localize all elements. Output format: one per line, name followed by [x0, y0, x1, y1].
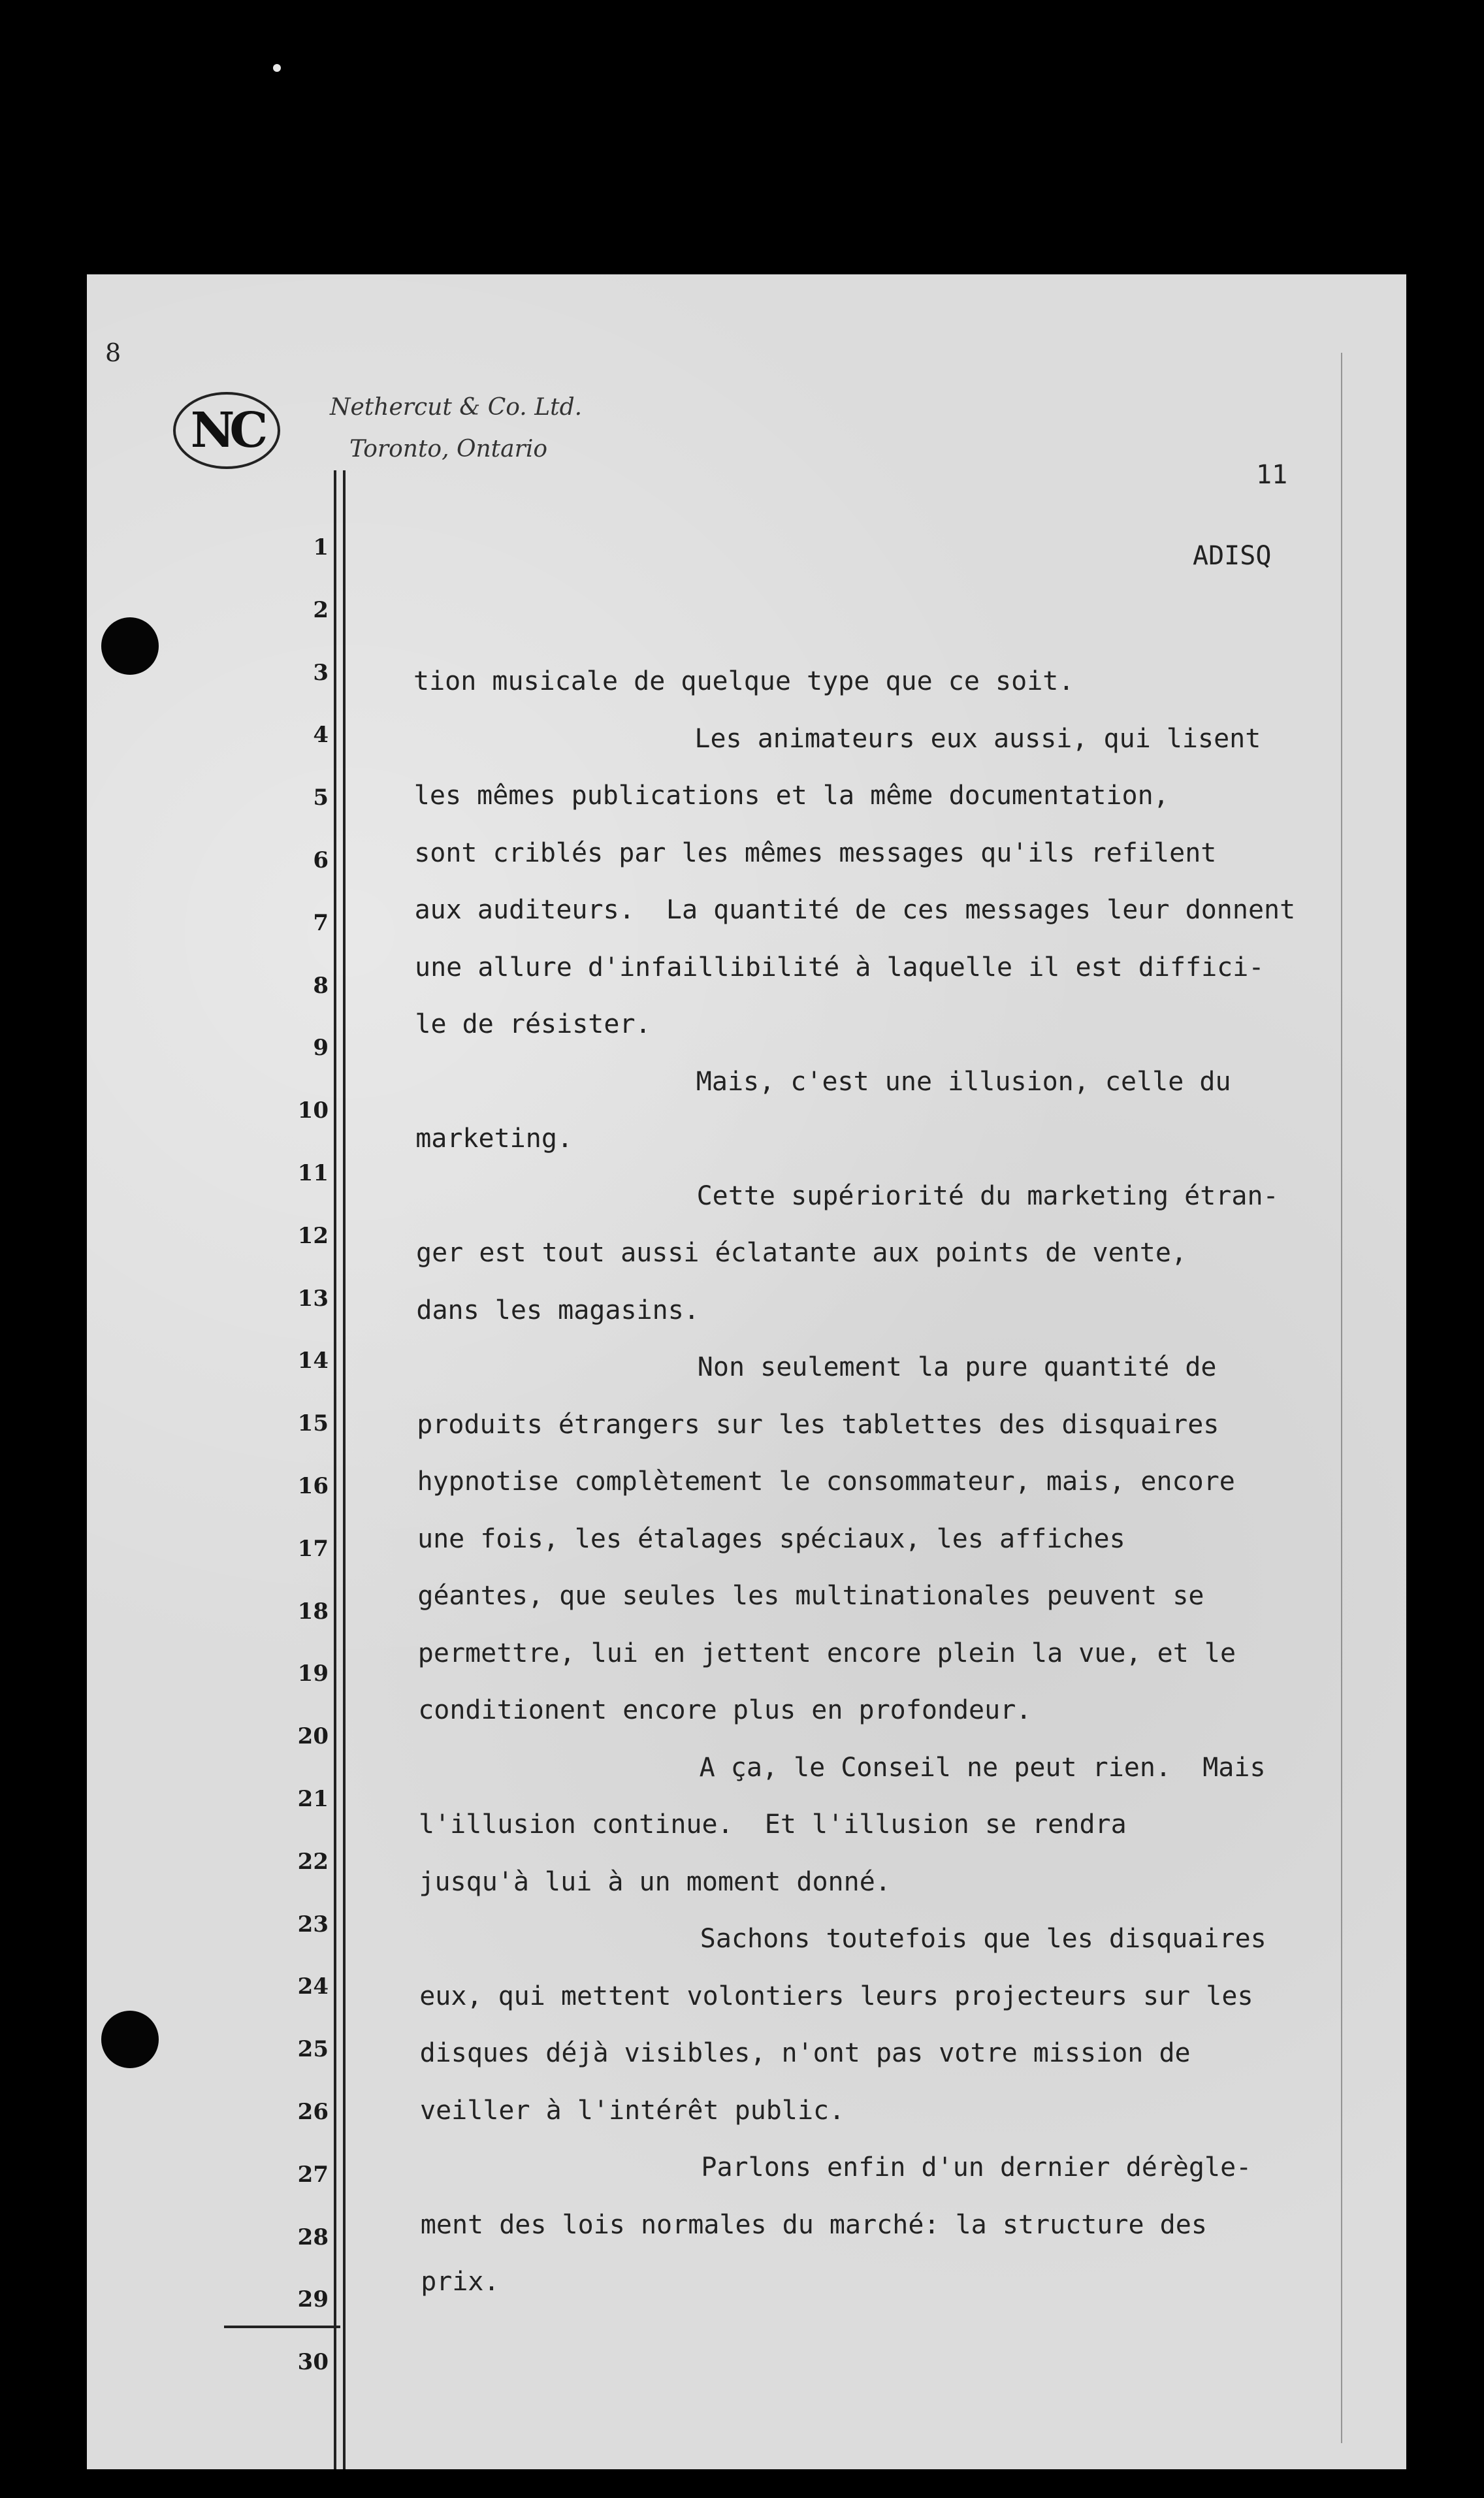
transcript-line: les mêmes publications et la même documentation, — [413, 781, 1169, 811]
line-number: 27 — [297, 2161, 329, 2188]
line-number: 13 — [297, 1285, 329, 1312]
line-number: 8 — [313, 972, 329, 999]
transcript-line: Les animateurs eux aussi, qui lisent — [694, 723, 1261, 754]
transcript-line: jusqu'à lui à un moment donné. — [419, 1866, 891, 1897]
transcript-line: Sachons toutefois que les disquaires — [700, 1924, 1266, 1954]
margin-rule-right — [343, 470, 346, 2469]
line-number: 20 — [297, 1723, 329, 1750]
transcript-line: une allure d'infaillibilité à laquelle il est diffici- — [415, 952, 1265, 982]
punch-hole — [101, 617, 159, 675]
line-number: 6 — [313, 847, 329, 873]
transcript-line: Non seulement la pure quantité de — [697, 1352, 1217, 1382]
line-number: 3 — [313, 659, 329, 686]
punch-hole — [101, 2011, 159, 2068]
company-location: Toronto, Ontario — [349, 436, 548, 462]
transcript-line: Parlons enfin d'un dernier dérègle- — [701, 2152, 1252, 2182]
transcript-line: hypnotise complètement le consommateur, mais, encore — [417, 1467, 1235, 1497]
line-number: 18 — [297, 1598, 329, 1625]
sheet-number: 8 — [105, 338, 121, 367]
transcript-line: A ça, le Conseil ne peut rien. Mais — [699, 1752, 1266, 1783]
transcript-page — [87, 274, 1406, 2469]
line-number: 19 — [297, 1661, 329, 1687]
transcript-line: l'illusion continue. Et l'illusion se rendra — [419, 1809, 1127, 1840]
transcript-line: tion musicale de quelque type que ce soit. — [413, 666, 1074, 696]
transcript-line: ger est tout aussi éclatante aux points de vente, — [416, 1238, 1187, 1268]
nc-logo: NC — [173, 392, 280, 469]
line-number: 24 — [297, 1973, 329, 2000]
line-number: 21 — [297, 1786, 329, 1812]
transcript-line: dans les magasins. — [416, 1295, 700, 1325]
transcript-line: une fois, les étalages spéciaux, les affiches — [417, 1523, 1125, 1554]
transcript-line: le de résister. — [415, 1009, 651, 1039]
transcript-line: sont criblés par les mêmes messages qu'ils refilent — [414, 837, 1217, 868]
line-number: 5 — [313, 785, 329, 811]
line-number: 25 — [297, 2036, 329, 2063]
line-number: 29 — [297, 2286, 329, 2313]
line-number: 30 — [297, 2349, 329, 2376]
company-name: Nethercut & Co. Ltd. — [330, 394, 583, 421]
line-number: 11 — [297, 1160, 329, 1186]
line-number: 17 — [297, 1535, 329, 1562]
line-number: 26 — [297, 2099, 329, 2125]
page-number: 11 — [1256, 460, 1288, 490]
line-number: 4 — [313, 722, 329, 749]
transcript-line: prix. — [421, 2267, 500, 2297]
line-number: 16 — [297, 1473, 329, 1499]
transcript-line: ment des lois normales du marché: la structure des — [420, 2209, 1207, 2240]
line-number: 1 — [313, 534, 329, 560]
transcript-line: marketing. — [415, 1124, 573, 1154]
transcript-line: géantes, que seules les multinationales peuvent se — [417, 1581, 1204, 1611]
transcript-line: Mais, c'est une illusion, celle du — [696, 1066, 1231, 1097]
line-number: 7 — [313, 909, 329, 936]
transcript-line: eux, qui mettent volontiers leurs projecteurs sur les — [419, 1981, 1253, 2011]
transcript-line: conditionent encore plus en profondeur. — [418, 1695, 1032, 1725]
transcript-line: veiller à l'intérêt public. — [420, 2095, 845, 2126]
line-number: 10 — [297, 1097, 329, 1124]
margin-rule-left — [334, 470, 336, 2469]
line-number: 12 — [297, 1222, 329, 1249]
transcript-line: Cette supériorité du marketing étran- — [696, 1180, 1279, 1211]
line-number: 9 — [313, 1035, 329, 1062]
letterhead — [330, 387, 582, 470]
transcript-line: produits étrangers sur les tablettes des disquaires — [417, 1409, 1219, 1440]
right-margin-rule — [1341, 353, 1342, 2443]
line-number: 14 — [297, 1348, 329, 1374]
transcript-line: disques déjà visibles, n'ont pas votre mission de — [419, 2038, 1191, 2068]
transcript-line: aux auditeurs. La quantité de ces messages leur donnent — [414, 895, 1296, 925]
running-head: ADISQ — [1193, 541, 1272, 571]
line-number: 28 — [297, 2224, 329, 2250]
line-number: 23 — [297, 1911, 329, 1938]
line-number: 2 — [313, 596, 329, 623]
dust-speck — [273, 64, 281, 72]
transcript-line: permettre, lui en jettent encore plein la vue, et le — [417, 1638, 1236, 1668]
line-number: 22 — [297, 1848, 329, 1875]
line-number: 15 — [297, 1410, 329, 1437]
